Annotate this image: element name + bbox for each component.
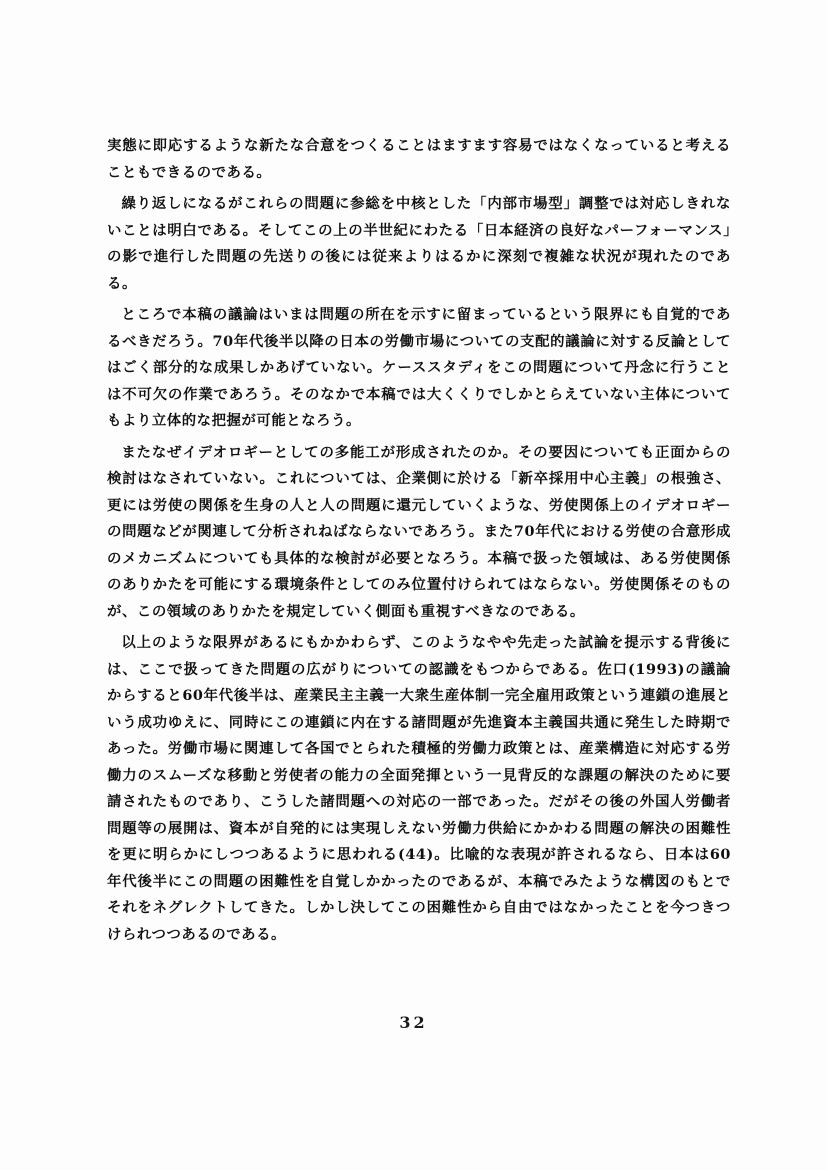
body-text bbox=[107, 133, 731, 948]
paragraph-1: 実態に即応するような新たな合意をつくることはますます容易ではなくなっていると考えることもできるのである。 bbox=[107, 137, 731, 181]
paragraph-3: ところで本稿の議論はいまは問題の所在を示すに留まっているという限界にも自覚的であるべきだろう。70年代後半以降の日本の労働市場についての支配的議論に対する反論としてはごく部分的な成果しかあげていない。ケーススタディをこの問題について丹念に行うことは不可欠の作業であろう。そのなかで本稿では大くくりでしかとらえていない主体についてもより立体的な把握が可能となろう。 bbox=[107, 306, 731, 429]
paragraph-4: またなぜイデオロギーとしての多能工が形成されたのか。その要因についても正面からの検討はなされていない。これについては、企業側に於ける「新卒採用中心主義」の根強さ、更には労使の関係を生身の人と人の問題に還元していくような、労使関係上のイデオロギーの問題などが関連して分析されねばならないであろう。また70年代における労使の合意形成のメカニズムについても具体的な検討が必要となろう。本稿で扱った領域は、ある労使関係のありかたを可能にする環境条件としてのみ位置付けられてはならない。労使関係そのものが、この領域のありかたを規定していく側面も重視すべきなのである。 bbox=[107, 443, 731, 620]
page-number: 32 bbox=[399, 1013, 428, 1032]
paragraph-5: 以上のような限界があるにもかかわらず、このようなやや先走った試論を提示する背後には、ここで扱ってきた問題の広がりについての認識をもつからである。佐口(1993)の議論からすると60年代後半は、産業民主主義一大衆生産体制一完全雇用政策という連鎖の進展という成功ゆえに、同時にこの連鎖に内在する諸問題が先進資本主義国共通に発生した時期であった。労働市場に関連して各国でとられた積極的労働力政策とは、産業構造に対応する労働力のスムーズな移動と労使者の能力の全面発揮という一見背反的な課題の解決のために要請されたものであり、こうした諸問題への対応の一部であった。だがその後の外国人労働者問題等の展開は、資本が自発的には実現しえない労働力供給にかかわる問題の解決の困難性を更に明らかにしつつあるように思われる(44)。比喩的な表現が許されるなら、日本は60年代後半にこの問題の困難性を自覚しかかったのであるが、本稿でみたような構図のもとでそれをネグレクトしてきた。しかし決してこの困難性から自由ではなかったことを今つきつけられつつあるのである。 bbox=[107, 634, 731, 943]
paragraph-2: 繰り返しになるがこれらの問題に参総を中核とした「内部市場型」調整では対応しきれないことは明白である。そしてこの上の半世紀にわたる「日本経済の良好なパーフォーマンス」の影で進行した問題の先送りの後には従来よりはるかに深刻で複雑な状況が現れたのである。 bbox=[107, 195, 731, 292]
